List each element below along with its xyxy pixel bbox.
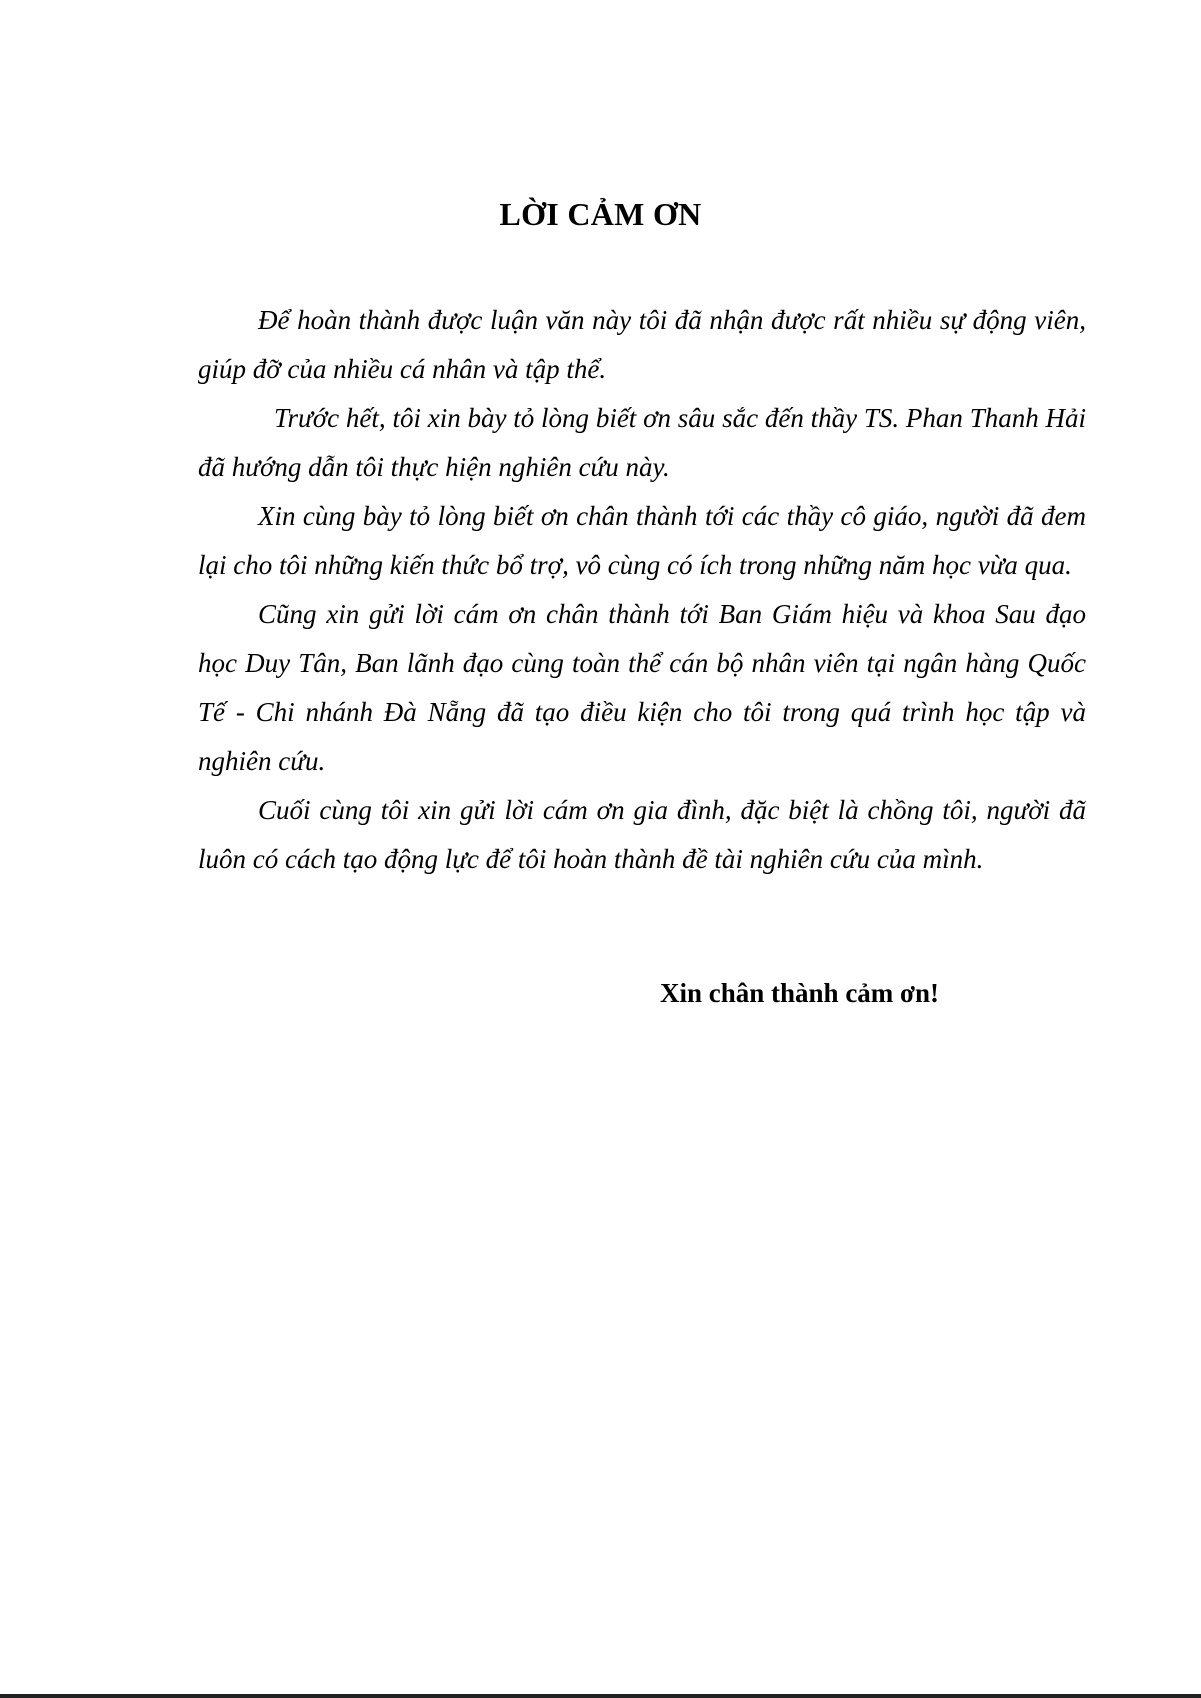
paragraph-1: Để hoàn thành được luận văn này tôi đã nhận được rất nhiều sự động viên, giúp đỡ của nhiều cá nhân và tập thể. bbox=[198, 305, 1086, 384]
bottom-edge-divider bbox=[0, 1694, 1201, 1698]
paragraph-4: Cũng xin gửi lời cám ơn chân thành tới Ban Giám hiệu và khoa Sau đạo học Duy Tân, Ban lãnh đạo cùng toàn thể cán bộ nhân viên tại ngân hàng Quốc Tế - Chi nhánh Đà Nẵng đã tạo điều kiện cho tôi trong quá trình học tập và nghiên cứu. bbox=[198, 599, 1086, 776]
paragraph-2: Trước hết, tôi xin bày tỏ lòng biết ơn sâu sắc đến thầy TS. Phan Thanh Hải đã hướng dẫn tôi thực hiện nghiên cứu này. bbox=[198, 403, 1086, 482]
paragraph-3: Xin cùng bày tỏ lòng biết ơn chân thành tới các thầy cô giáo, người đã đem lại cho tôi những kiến thức bổ trợ, vô cùng có ích trong những năm học vừa qua. bbox=[198, 501, 1086, 580]
page-title: LỜI CẢM ƠN bbox=[499, 196, 702, 232]
closing-signoff: Xin chân thành cảm ơn! bbox=[660, 978, 940, 1008]
paragraph-5: Cuối cùng tôi xin gửi lời cám ơn gia đình, đặc biệt là chồng tôi, người đã luôn có cách tạo động lực để tôi hoàn thành đề tài nghiên cứu của mình. bbox=[198, 795, 1086, 874]
acknowledgement-body bbox=[198, 296, 1086, 884]
